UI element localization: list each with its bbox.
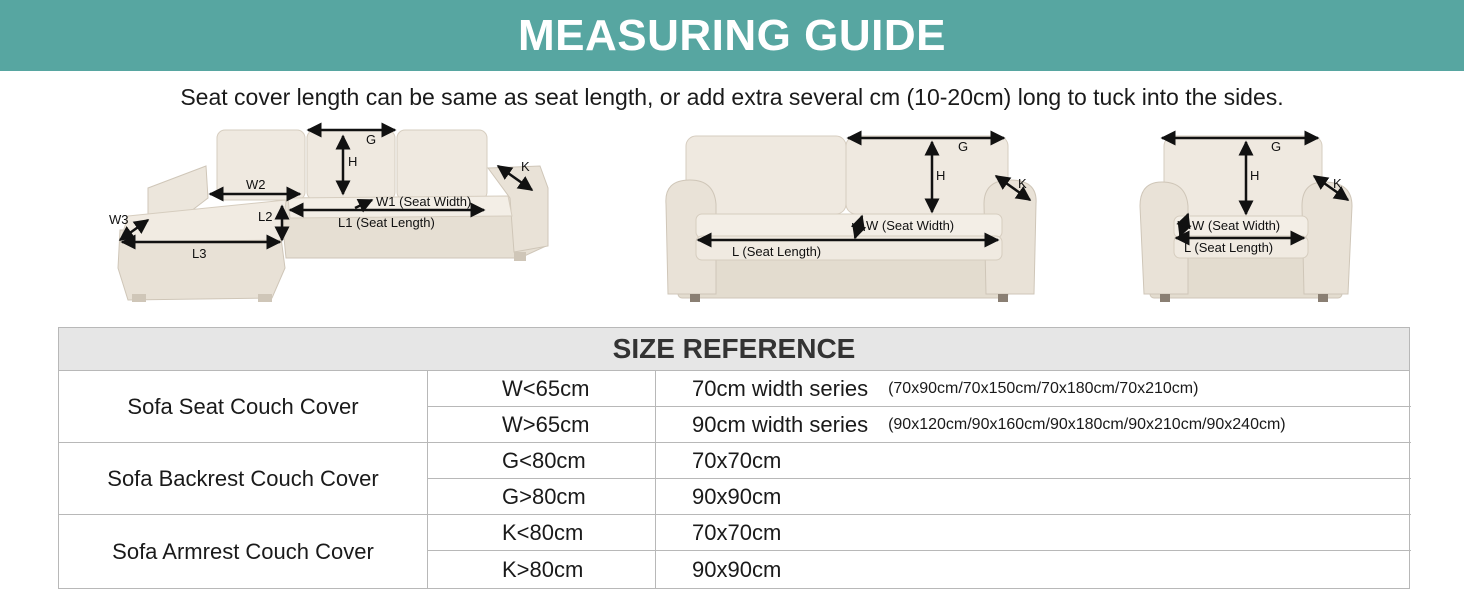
measuring-note: Seat cover length can be same as seat length, or add extra several cm (10-20cm) long to tuck into the sides. xyxy=(180,84,1284,110)
label-w2: W2 xyxy=(246,177,266,192)
value-cell: 70x70cm xyxy=(655,443,1411,479)
label-k: K xyxy=(521,159,530,174)
condition-cell: G>80cm xyxy=(427,479,655,515)
sectional-sofa-diagram xyxy=(109,130,548,302)
size-reference-title: SIZE REFERENCE xyxy=(612,333,856,364)
sofa-label-l: L (Seat Length) xyxy=(732,244,822,259)
value-cell: 90x90cm xyxy=(655,479,1411,515)
size-reference-header xyxy=(58,327,1410,371)
label-w3: W3 xyxy=(109,212,129,227)
category-armrest: Sofa Armrest Couch Cover xyxy=(112,538,374,564)
condition-cell: W<65cm xyxy=(427,371,655,407)
label-h: H xyxy=(348,154,358,169)
page-title: MEASURING GUIDE xyxy=(518,10,946,60)
condition-cell: K>80cm xyxy=(427,551,655,588)
label-l2: L2 xyxy=(258,209,273,224)
value-cell xyxy=(655,407,1411,443)
size-reference-table xyxy=(58,327,1410,589)
sofa-label-k: K xyxy=(1018,176,1027,191)
value-note: (90x120cm/90x160cm/90x180cm/90x210cm/90x240cm) xyxy=(888,415,1286,433)
value-text: 70cm width series xyxy=(692,375,869,401)
chair-label-w: W (Seat Width) xyxy=(1192,218,1281,233)
value-note: (70x90cm/70x150cm/70x180cm/70x210cm) xyxy=(888,379,1199,397)
armchair-diagram xyxy=(1140,136,1352,302)
condition-cell: W>65cm xyxy=(427,407,655,443)
chair-label-g: G xyxy=(1271,139,1282,154)
size-reference-grid xyxy=(58,371,1410,589)
sofa-label-g: G xyxy=(958,139,969,154)
label-l3: L3 xyxy=(192,246,207,261)
title-banner xyxy=(0,0,1464,71)
category-seat: Sofa Seat Couch Cover xyxy=(59,371,427,443)
sofa-diagram xyxy=(666,136,1036,302)
label-g: G xyxy=(366,132,377,147)
condition-cell: K<80cm xyxy=(427,515,655,551)
label-w1: W1 (Seat Width) xyxy=(376,194,472,209)
value-cell: 90x90cm xyxy=(655,551,1411,588)
chair-label-h: H xyxy=(1250,168,1260,183)
label-l1: L1 (Seat Length) xyxy=(338,215,435,230)
value-cell xyxy=(655,371,1411,407)
chair-label-k: K xyxy=(1333,176,1342,191)
chair-label-l: L (Seat Length) xyxy=(1184,240,1274,255)
sofa-label-w: W (Seat Width) xyxy=(866,218,955,233)
sofa-diagrams xyxy=(0,118,1464,308)
sofa-label-h: H xyxy=(936,168,946,183)
value-text: 90cm width series xyxy=(692,411,869,437)
value-cell: 70x70cm xyxy=(655,515,1411,551)
category-backrest: Sofa Backrest Couch Cover xyxy=(59,443,427,515)
condition-cell: G<80cm xyxy=(427,443,655,479)
